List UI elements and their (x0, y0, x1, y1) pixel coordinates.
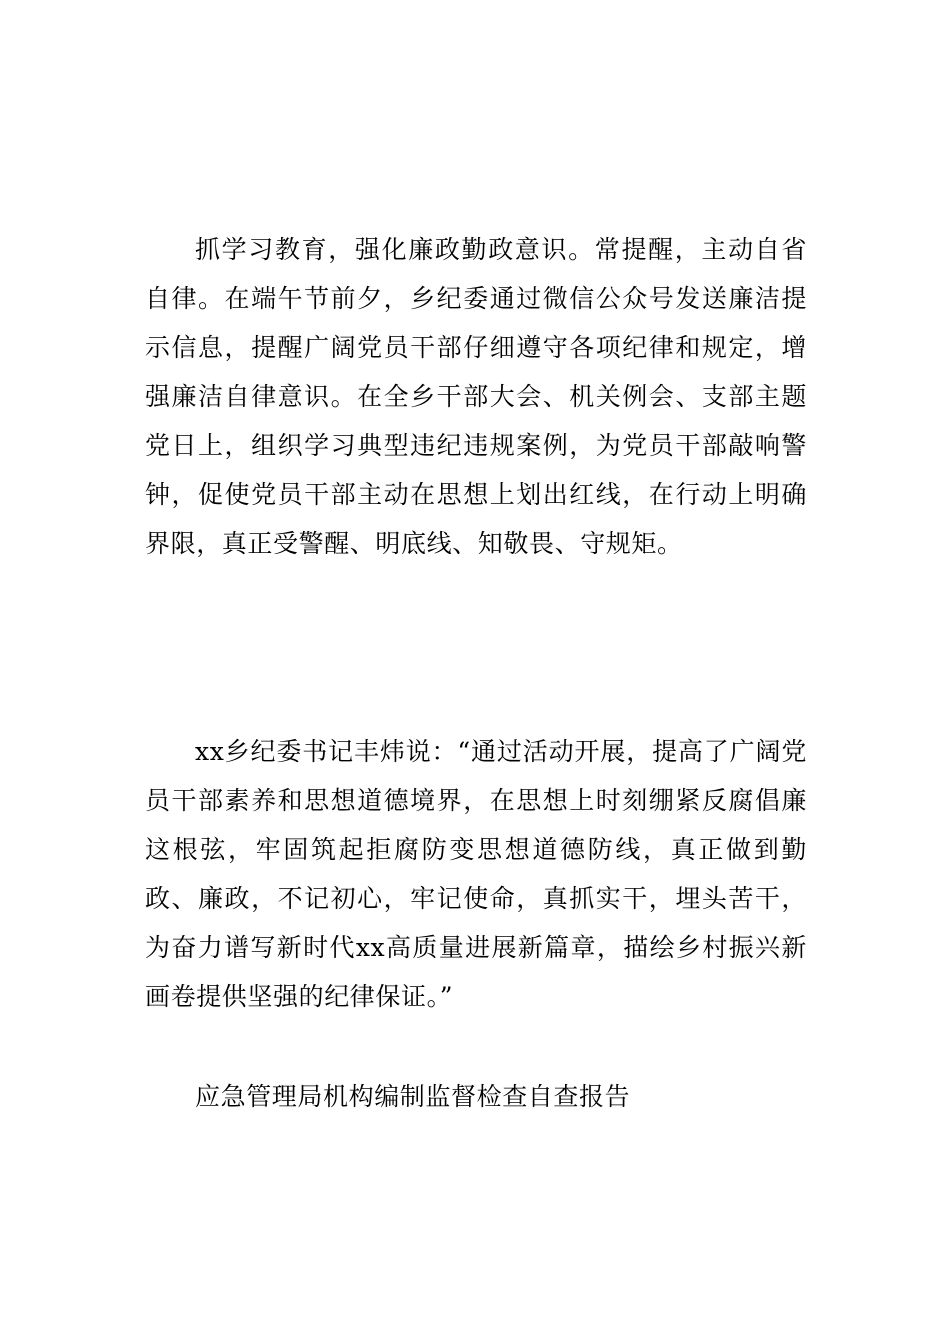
paragraph-secretary-quote: xx乡纪委书记丰炜说：“通过活动开展，提高了广阔党员干部素养和思想道德境界，在思想上时刻绷紧反腐倡廉这根弦，牢固筑起拒腐防变思想道德防线，真正做到勤政、廉政，不记初心，牢记使命，真抓实干，埋头苦干，为奋力谱写新时代xx高质量进展新篇章，描绘乡村振兴新画卷提供坚强的纪律保证。” (145, 737, 807, 1011)
paragraph-report-title: 应急管理局机构编制监督检查自查报告 (195, 1082, 631, 1111)
paragraph-study-education: 抓学习教育，强化廉政勤政意识。常提醒，主动自省自律。在端午节前夕，乡纪委通过微信公众号发送廉洁提示信息，提醒广阔党员干部仔细遵守各项纪律和规定，增强廉洁自律意识。在全乡干部大会、机关例会、支部主题党日上，组织学习典型违纪违规案例，为党员干部敲响警钟，促使党员干部主动在思想上划出红线，在行动上明确界限，真正受警醒、明底线、知敬畏、守规矩。 (145, 235, 807, 558)
